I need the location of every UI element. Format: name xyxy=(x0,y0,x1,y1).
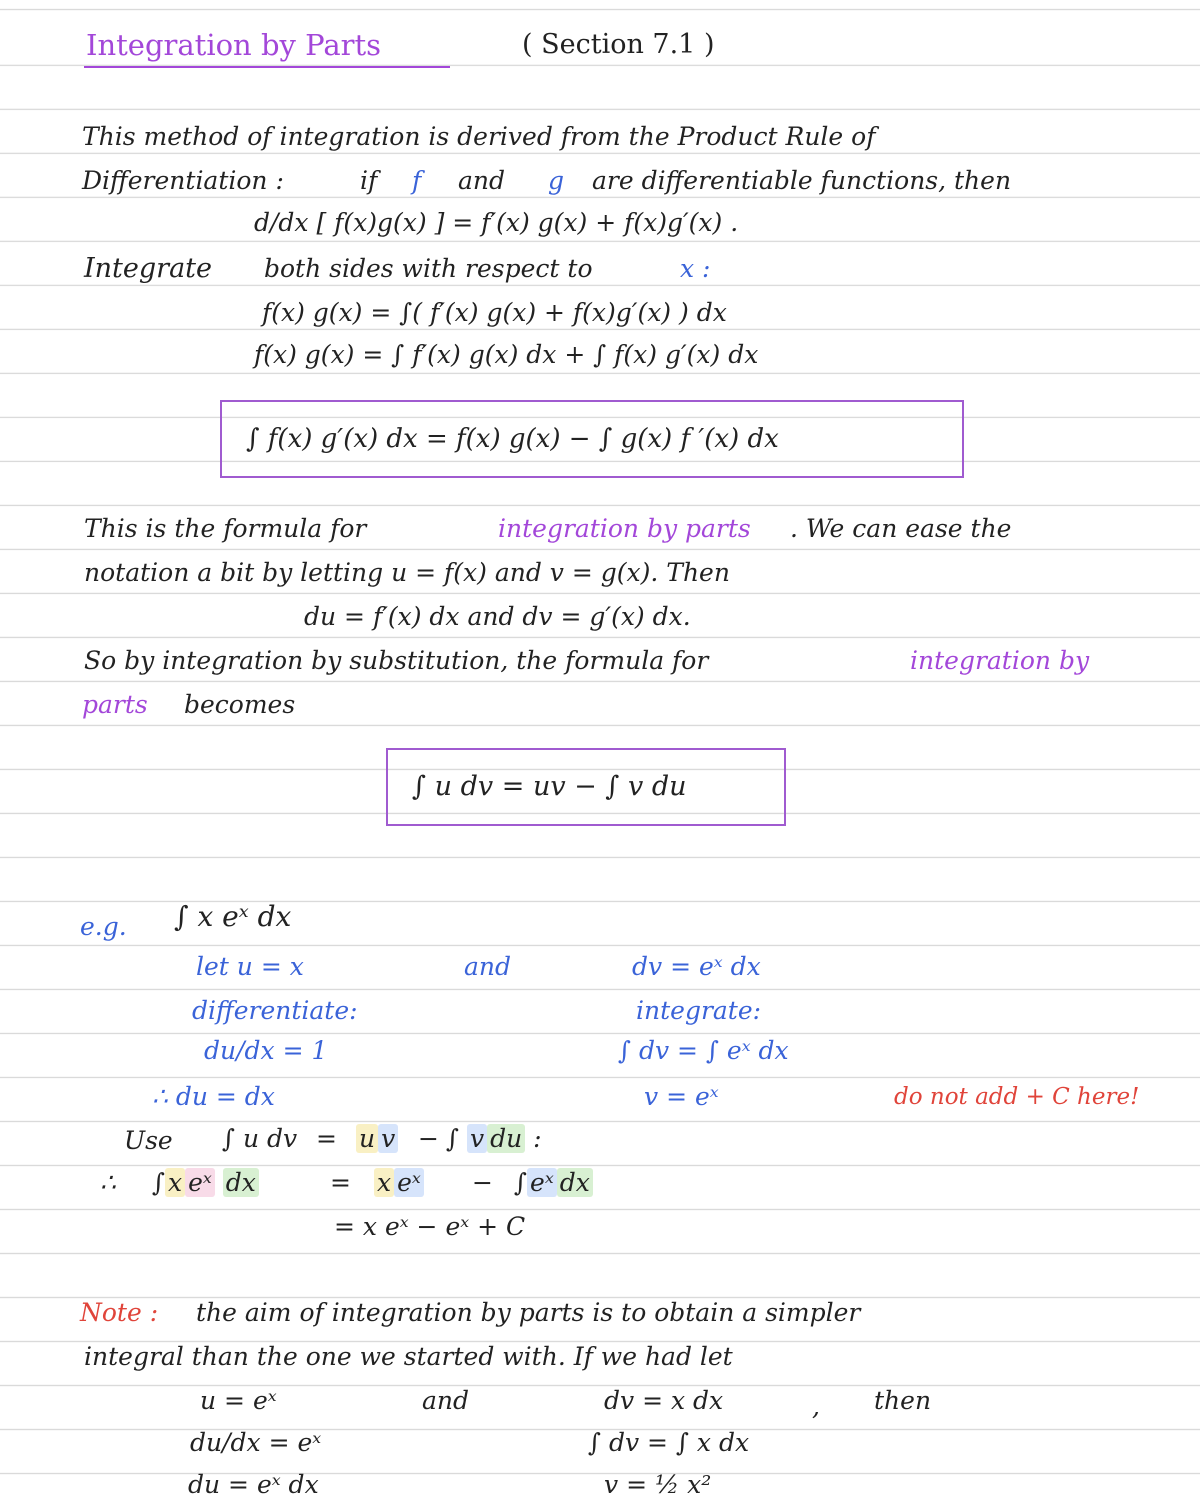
note-du: du = eˣ dx xyxy=(188,1470,319,1499)
result-int-sign: ∫ xyxy=(514,1168,528,1197)
result-rhs-uv xyxy=(374,1168,424,1198)
product-rule: d/dx [ f(x)g(x) ] = f′(x) g(x) + f(x)g′(x) . xyxy=(254,208,739,237)
notation-parts: parts xyxy=(82,690,148,719)
integrate-step-label: integrate: xyxy=(636,996,762,1025)
integrate-label: Integrate xyxy=(84,253,212,284)
result-ex: eˣ xyxy=(394,1168,424,1197)
notation-line-1-start: This is the formula for xyxy=(84,514,367,543)
therefore-symbol: ∴ xyxy=(100,1168,116,1197)
notation-line-4-start: So by integration by substitution, the formula for xyxy=(84,646,709,675)
note-line-1: the aim of integration by parts is to obtain a simpler xyxy=(196,1298,861,1327)
notation-line-2: notation a bit by letting u = f(x) and v = g(x). Then xyxy=(84,558,730,587)
dv-def: dv = eˣ dx xyxy=(632,952,761,981)
integrate-x: x : xyxy=(680,254,711,283)
highlight-v: v xyxy=(378,1124,398,1153)
highlight-du: du xyxy=(487,1124,525,1153)
notation-term: integration by parts xyxy=(498,514,751,543)
note-dv: dv = x dx xyxy=(604,1386,724,1415)
let-u: let u = x xyxy=(196,952,304,981)
highlight-v2: v xyxy=(467,1124,487,1153)
result-rhs-int xyxy=(514,1168,593,1198)
result-dx: dx xyxy=(557,1168,593,1197)
notation-line-3: du = f′(x) dx and dv = g′(x) dx. xyxy=(304,602,691,631)
notation-line-1-end: . We can ease the xyxy=(790,514,1012,543)
intro-line-1: This method of integration is derived from the Product Rule of xyxy=(82,122,876,151)
example-and: and xyxy=(464,952,512,981)
equation-1: f(x) g(x) = ∫( f′(x) g(x) + f(x)g′(x) ) dx xyxy=(262,298,727,327)
differentiate-label: differentiate: xyxy=(192,996,358,1025)
result-lhs-dx: dx xyxy=(223,1168,259,1197)
example-integral: ∫ x eˣ dx xyxy=(174,900,292,933)
result-ex2: eˣ xyxy=(527,1168,557,1197)
highlight-u: u xyxy=(356,1124,378,1153)
note-v: v = ½ x² xyxy=(604,1470,712,1499)
result-lhs-ex: eˣ xyxy=(185,1168,215,1197)
note-line-2: integral than the one we started with. If we had let xyxy=(84,1342,733,1371)
result-lhs-x: x xyxy=(165,1168,185,1197)
intro-if: if xyxy=(360,166,378,195)
note-comma: , xyxy=(812,1392,820,1421)
intro-g: g xyxy=(548,166,565,195)
du-dx: du/dx = 1 xyxy=(204,1036,328,1065)
use-formula-uv xyxy=(356,1124,398,1154)
final-answer: = x eˣ − eˣ + C xyxy=(334,1212,526,1241)
note-int-dv: ∫ dv = ∫ x dx xyxy=(588,1428,750,1457)
result-minus: − xyxy=(472,1168,493,1197)
intro-line-2-end: are differentiable functions, then xyxy=(592,166,1012,195)
note-then: then xyxy=(874,1386,932,1415)
note-label: Note : xyxy=(80,1298,159,1327)
use-formula-minus: − xyxy=(418,1124,439,1153)
notation-becomes: becomes xyxy=(184,690,296,719)
use-formula-vdu xyxy=(446,1124,542,1154)
title-underline xyxy=(84,66,450,68)
example-label: e.g. xyxy=(80,912,127,941)
section-label: ( Section 7.1 ) xyxy=(522,29,715,60)
integrate-text: both sides with respect to xyxy=(264,254,593,283)
page-title: Integration by Parts xyxy=(86,28,382,62)
use-label: Use xyxy=(124,1126,173,1155)
note-and: and xyxy=(422,1386,470,1415)
parts-formula-short: ∫ u dv = uv − ∫ v du xyxy=(412,771,687,802)
use-formula-eq: = xyxy=(316,1124,337,1153)
intro-line-2-start: Differentiation : xyxy=(82,166,284,195)
result-eq: = xyxy=(330,1168,351,1197)
parts-formula-full: ∫ f(x) g′(x) dx = f(x) g(x) − ∫ g(x) f ′(x) dx xyxy=(246,424,779,454)
note-du-dx: du/dx = eˣ xyxy=(190,1428,322,1457)
no-constant-note: do not add + C here! xyxy=(894,1084,1140,1110)
use-formula-lhs: ∫ u dv xyxy=(222,1124,298,1153)
du-eq: ∴ du = dx xyxy=(152,1082,275,1111)
intro-and: and xyxy=(458,166,506,195)
int-dv: ∫ dv = ∫ eˣ dx xyxy=(618,1036,789,1065)
integral-sign: ∫ xyxy=(446,1124,467,1153)
v-eq: v = eˣ xyxy=(644,1082,719,1111)
result-lhs xyxy=(152,1168,259,1198)
equation-2: f(x) g(x) = ∫ f′(x) g(x) dx + ∫ f(x) g′(x) dx xyxy=(254,340,759,369)
result-lhs-integral: ∫ xyxy=(152,1168,166,1197)
result-x: x xyxy=(374,1168,394,1197)
notation-line-4-term: integration by xyxy=(910,646,1090,675)
intro-f: f xyxy=(412,166,422,195)
colon: : xyxy=(525,1124,542,1153)
note-u: u = eˣ xyxy=(200,1386,277,1415)
